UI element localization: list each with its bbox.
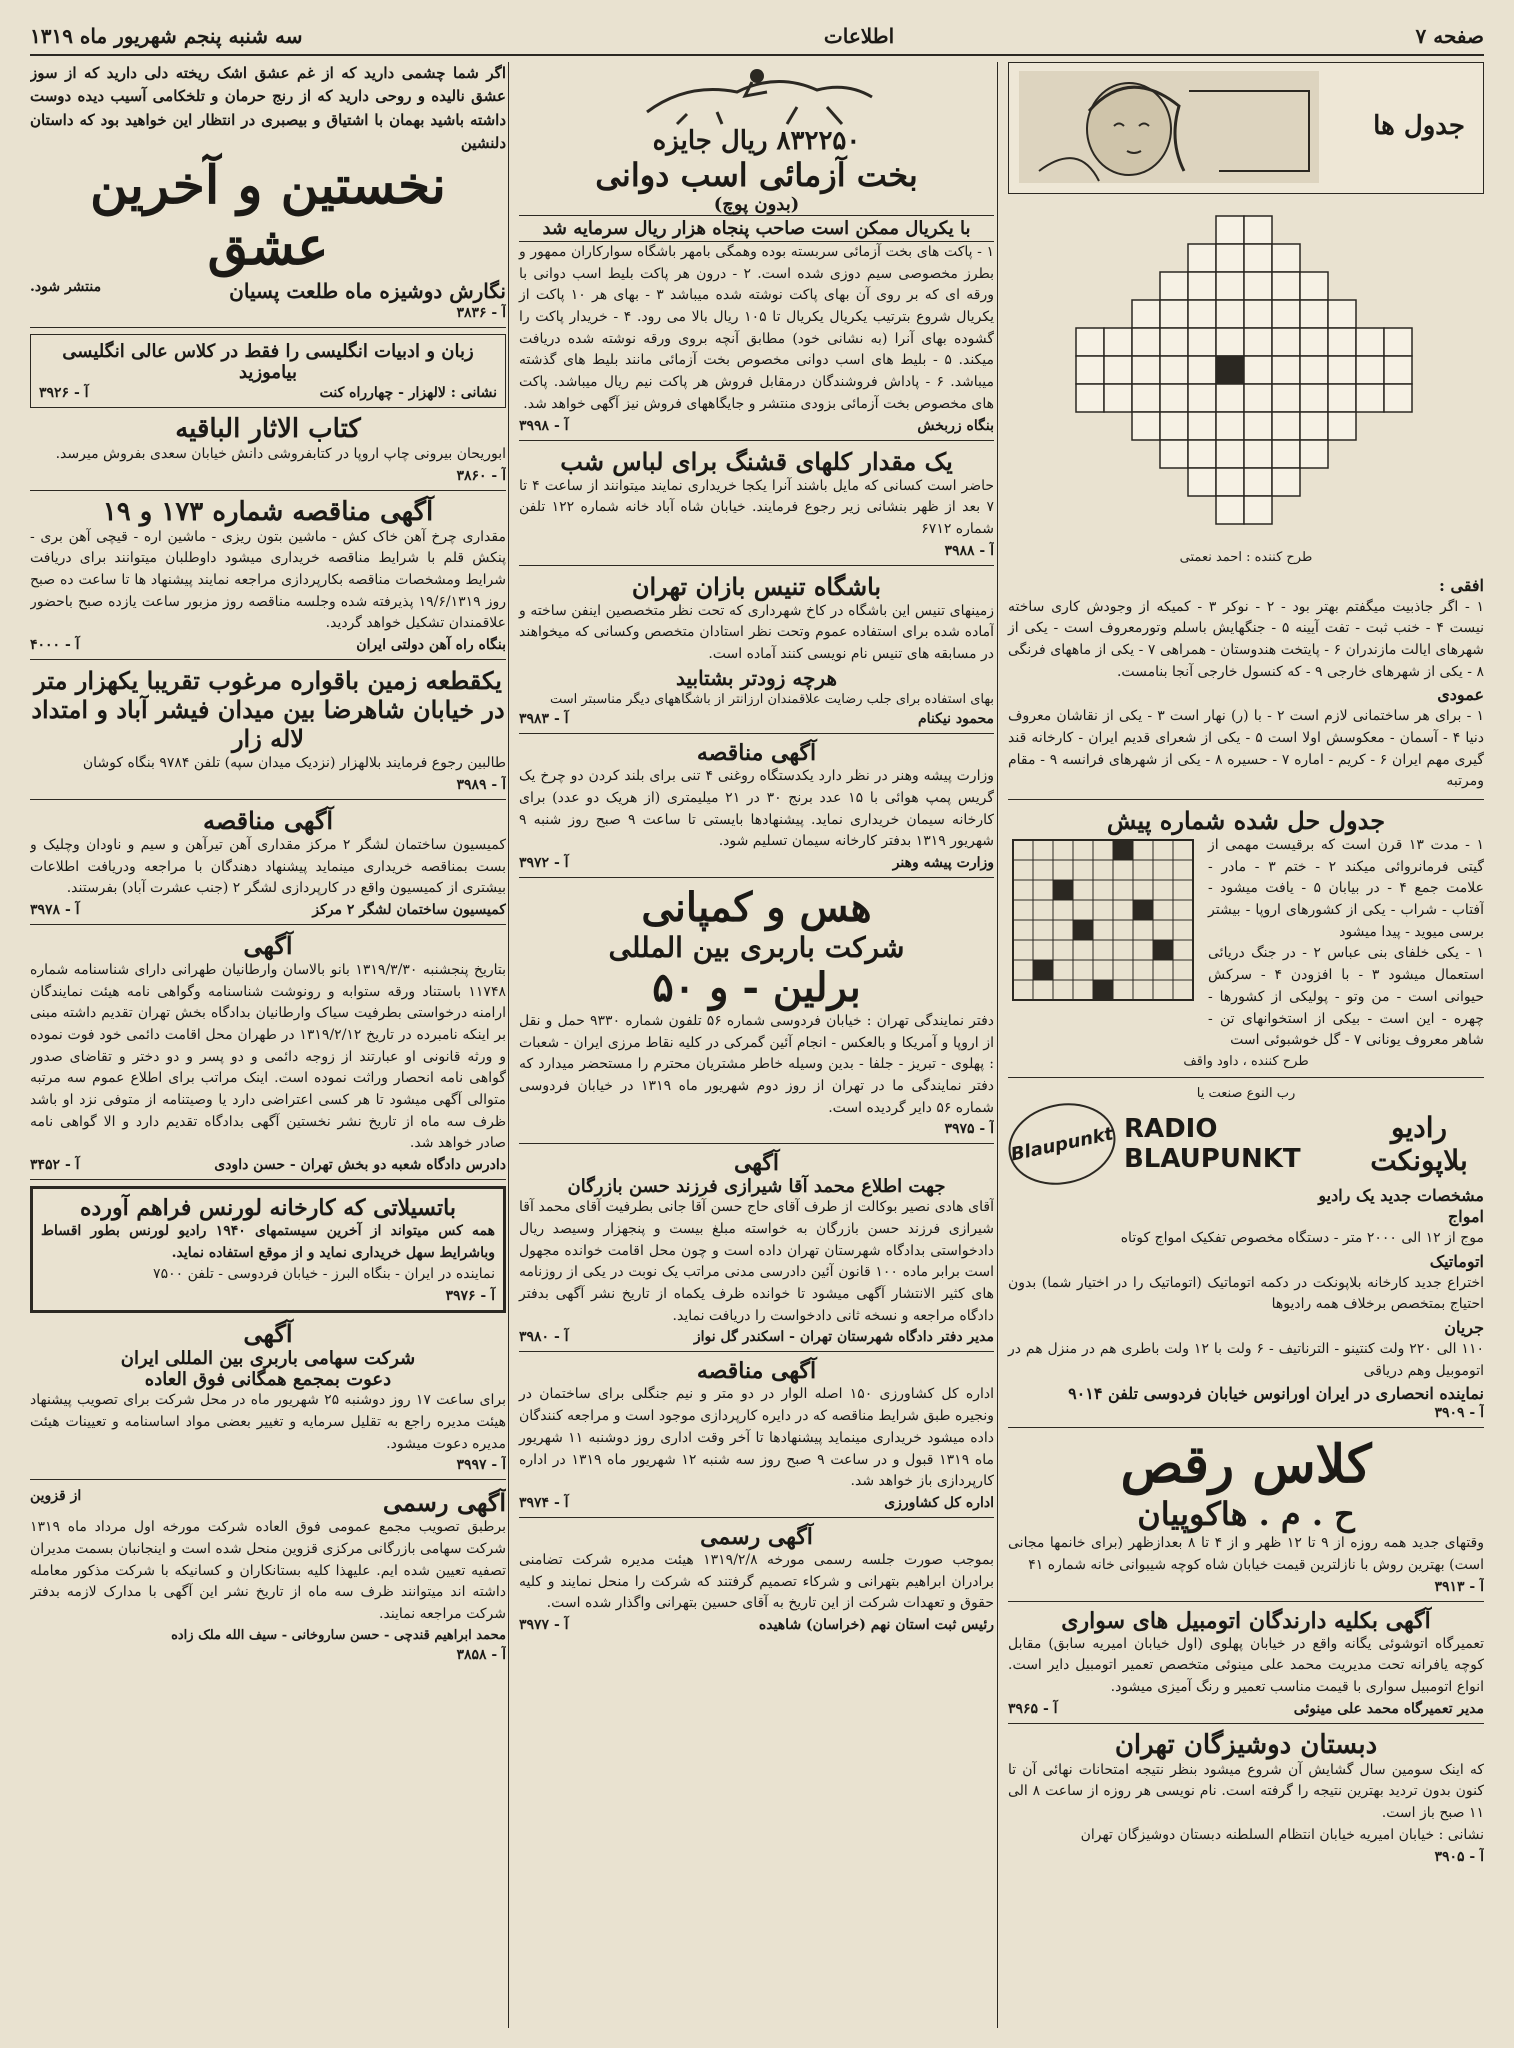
page-header bbox=[30, 18, 1484, 56]
tender3-body: کمیسیون ساختمان لشگر ۲ مرکز مقداری آهن تیرآهن و سیم و ناودان وچلیک و بست بمناقصه خریداری مینماید پیشنهاد دهندگان با مراجعه ودریافت اطلاعات بیشتری از کمیسیون واقع در کارپردازی لشگر ۲ (جنب عشرت آباد) بفرستند. bbox=[30, 836, 506, 897]
garage-sign: مدیر تعمیرگاه محمد علی مینوئی bbox=[1293, 1700, 1484, 1717]
radio-sec3: ۱۱۰ الی ۲۲۰ ولت کنتینو - الترناتیف - ۶ ولت با ۱۲ ولت باطری هم در منزل هم در اتوموبیل وهم دریاقی bbox=[1008, 1340, 1484, 1379]
radio-sec2-title: اتوماتیک bbox=[1429, 1251, 1484, 1271]
solved-title: جدول حل شده شماره پیش bbox=[1106, 806, 1386, 835]
lottery-sign: بنگاه زربخش bbox=[917, 417, 994, 434]
horse-rider-icon bbox=[627, 62, 887, 126]
hess-title: هس و کمپانی bbox=[641, 883, 872, 931]
middle-column bbox=[508, 62, 994, 2028]
official-notice bbox=[519, 1524, 994, 1633]
love-story-ad bbox=[30, 62, 506, 328]
tender2-sign: اداره کل کشاورزی bbox=[884, 1494, 994, 1511]
land-ad bbox=[30, 666, 506, 800]
tennis-cta: هرچه زودتر بشتابید bbox=[675, 665, 838, 690]
crossword-designer: طرح کننده : احمد نعمتی bbox=[1179, 550, 1313, 565]
tender2-ad bbox=[519, 1358, 994, 1517]
notice-ref: آ - ۳۹۸۰ bbox=[519, 1329, 569, 1346]
official2-body: برطبق تصویب مجمع عمومی فوق العاده شرکت مورخه اول مرداد ماه ۱۳۱۹ شرکت سهامی بازرگانی مرکزی قزوین منحل شده است و اینجانبان بسمت مدیران تصفیه تعیین شده ایم. علیهذا کلیه بستانکاران و کسانیکه با شرکت مذکور معامله داشته اند میتوانند ظرف سه ماه از تاریخ نشر این آگهی با مدارک لازمه بدفتر شرکت مراجعه نمایند. bbox=[30, 1519, 506, 1622]
solved-down: ۱ - یکی خلفای بنی عباس ۲ - در جنگ دریائی استعمال میشود ۳ - با افزودن ۴ - سرکش حیوانی است - من وتو - پولیکی از کشورها - چهره - این است - بیکی از استخوانهای تن - شاهر معروف یونانی ۷ - گل خوشبوئی است bbox=[1208, 945, 1484, 1049]
tender1-ref: آ - ۳۹۷۲ bbox=[519, 854, 569, 871]
dance-title: کلاس رقص bbox=[1120, 1434, 1372, 1496]
love-ref: آ - ۳۸۳۶ bbox=[456, 305, 506, 321]
tender1-sign: وزارت پیشه وهنر bbox=[892, 854, 994, 871]
radio-sec3-title: جریان bbox=[1444, 1317, 1484, 1337]
english-address: نشانی : لالهزار - چهارراه کنت bbox=[319, 385, 497, 401]
solved-across: ۱ - مدت ۱۳ قرن است که برقیست مهمی از گیتی فرمانروائی میکند ۲ - ختم ۳ - مادر - علامت جمع ۴ - در بیابان ۵ - یافت میشود - آفتاب - شراب - یکی از کشورهای اروپا - بیشتر برسی میوید - پیدا میشود bbox=[1208, 837, 1484, 940]
tender2-title: آگهی مناقصه bbox=[696, 1358, 817, 1385]
lottery-prize: ۸۳۲۲۵۰ ریال جایزه bbox=[652, 126, 861, 156]
garage-body: تعمیرگاه اتوشوئی یگانه واقع در خیابان پهلوی (اول خیابان امیریه سابق) مقابل کوچه یافرانه تحت مدیریت محمد علی مینوئی متخصص تعمیر اتومبیل دایر است. انواع اتومبیل سواری با قیمت مناسب تعمیر و رنگ آمیزی میشود. bbox=[1008, 1635, 1484, 1696]
railway-body: مقداری چرخ آهن خاک کش - ماشین بتون ریزی - ماشین اره - قیچی آهن بری - پنکش قلم با شرایط مناقصه خریداری میشود داوطلبان میتوانند برای دریافت شرایط ومشخصات مناقصه بکارپردازی مراجعه نمایند پیشنهاد ها تا ساعت ده صبح روز ۱۹/۶/۱۳۱۹ پذیرفته شده وجلسه مناقصه روز مزبور ساعت یازده صبح باحضور علاقمندان تشکیل خواهد گردید. bbox=[30, 528, 506, 632]
love-lead: اگر شما چشمی دارید که از غم عشق اشک ریخته دلی دارید که از سوز عشق نالیده و روحی دارید که از رنج حرمان و تلخکامی آسیب دیده دوست داشته باشید بهمان با اشتیاق و بیصبری در انتظار این خواهید بود که داستان دلنشین bbox=[30, 64, 506, 152]
tender3-ad bbox=[30, 806, 506, 925]
transport-title: آگهی bbox=[243, 1319, 293, 1349]
pajamas-title: یک مقدار کلهای قشنگ برای لباس شب bbox=[560, 446, 953, 476]
book-ref: آ - ۳۸۶۰ bbox=[456, 467, 506, 484]
tender1-title: آگهی مناقصه bbox=[696, 740, 817, 767]
dance-ad bbox=[1008, 1434, 1484, 1601]
railway-ref: آ - ۴۰۰۰ bbox=[30, 637, 80, 654]
lorenz-ref: آ - ۳۹۷۶ bbox=[445, 1288, 495, 1305]
official-ref: آ - ۳۹۷۷ bbox=[519, 1616, 569, 1633]
tennis-ref: آ - ۳۹۸۳ bbox=[519, 711, 569, 728]
garage-title: آگهی بکلیه دارندگان اتومبیل های سواری bbox=[1061, 1607, 1431, 1634]
school-address: نشانی : خیابان امیریه خیابان انتظام السلطنه دبستان دوشیزگان تهران bbox=[1080, 1826, 1484, 1843]
official-title: آگهی رسمی bbox=[700, 1523, 813, 1550]
english-title: زبان و ادبیات انگلیسی را فقط در کلاس عالی انگلیسی بیاموزید bbox=[62, 341, 474, 383]
notice-sign: مدیر دفتر دادگاه شهرستان تهران - اسکندر گل نواز bbox=[693, 1329, 994, 1346]
tender3-ref: آ - ۳۹۷۸ bbox=[30, 901, 80, 918]
down-title: عمودی bbox=[1437, 685, 1484, 705]
love-author: نگارش دوشیزه ماه طلعت پسیان bbox=[229, 279, 506, 303]
school-body: که اینک سومین سال گشایش آن شروع میشود بنظر نتیجه امتحانات نهائی آن تا کنون بدون تردید بهترین نتیجه را گرفته است. نام نویسی هر روزه از ساعت ۸ الی ۱۱ صبح باز است. bbox=[1008, 1761, 1484, 1822]
radio-brand-latin: RADIO BLAUPUNKT bbox=[1123, 1113, 1301, 1174]
court-title: آگهی bbox=[243, 930, 293, 960]
radio-agent: نماینده انحصاری در ایران اورانوس خیابان فردوسی تلفن ۹۰۱۴ bbox=[1068, 1384, 1484, 1404]
lorenz-agent: نماینده در ایران - بنگاه البرز - خیابان فردوسی - تلفن ۷۵۰۰ bbox=[153, 1266, 495, 1283]
official-body: بموجب صورت جلسه رسمی مورخه ۱۳۱۹/۲/۸ هیئت مدیره شرکت تضامنی برادران ابراهیم بتهرانی و شرکاء تصمیم گرفتند که شرکت را منحل نمایند و کلیه حقوق و تعهدات شرکت از این تاریخ به آقای حسین بتهرانی واگذار شده است. bbox=[519, 1551, 994, 1612]
railway-ad bbox=[30, 497, 506, 660]
solved-grid bbox=[1008, 835, 1198, 1005]
dance-body: وقتهای جدید همه روزه از ۹ تا ۱۲ ظهر و از ۴ تا ۸ بعدازظهر (برای خانمها مجانی است) بهترین روش با نازلترین قیمت خیابان شاه کوچه شیبوانی خانه شماره ۴۱ bbox=[1008, 1535, 1484, 1573]
lottery-banner: با یکریال ممکن است صاحب پنجاه هزار ریال سرمایه شد bbox=[519, 215, 994, 242]
tender2-ref: آ - ۳۹۷۴ bbox=[519, 1494, 569, 1511]
hess-cities: برلین - و ۵۰ bbox=[652, 963, 861, 1011]
lorenz-body: همه کس میتواند از آخرین سیستمهای ۱۹۴۰ رادیو لورنس بطور اقساط وباشرایط سهل خریداری نماید و از موقع استفاده نماید. bbox=[41, 1223, 496, 1261]
railway-title: آگهی مناقصه شماره ۱۷۳ و ۱۹ bbox=[102, 496, 434, 527]
down-clues: ۱ - برای هر ساختمانی لازم است ۲ - با (ر) نهار است ۳ - یکی از نقاشان معروف دنیا ۴ - آسمان - معکوسش اولا است ۵ - یکی از شعرای قدیم ایران - کارخانه قند گیری مهم ایران ۶ - کریم - اماره ۷ - حسیره ۸ - یکی از شهرهای فرانسه ۹ - مقام ومرتبه bbox=[1008, 708, 1484, 790]
pajamas-body: حاضر است کسانی که مایل باشند آنرا یکجا خریداری نمایند میتوانند از ساعت ۴ تا ۷ بعد از ظهر بنشانی زیر رجوع فرمایند. خیابان شاه آباد خانه شماره ۱۲۲ تلفن شماره ۶۷۱۲ bbox=[519, 477, 994, 537]
left-column bbox=[30, 62, 506, 2028]
tender3-sign: کمیسیون ساختمان لشگر ۲ مرکز bbox=[312, 901, 506, 918]
garage-ad bbox=[1008, 1608, 1484, 1724]
across-clues: ۱ - اگر جاذبیت میگفتم بهتر بود - ۲ - نوکر ۳ - کمیکه از وجودش کاری ساخته نیست ۴ - خنب ثبت - تفت آیینه ۵ - جنگهایش باسلم وتورمعروف است - یکی از شهرهای ایالت مازندران ۶ - پایتخت هندوستان - همراهی ۷ - یکی از ماههای فرنگی ۸ - یکی از شهرهای خارجی ۹ - که کنسول خارجی آنجا بنامست. bbox=[1008, 598, 1484, 680]
notice-body: آقای هادی نصیر بوکالت از طرف آقای حاج حسن آقا جانی بطرفیت آقای محمد آقا شیرازی فرزند حسن بازرگان به خواسته مبلغ بیست و پنجهزار وسیصد ریال دادخواستی بدادگاه شهرستان تهران داده است و چون محل اقامت خوانده مجهول است برابر ماده ۱۰۰ قانون آئین دادرسی مدنی مراتب یک نوبت در یکی از روزنامه های کثیر الانتشار آگهی میشود تا خوانده ظرف یکماه از تاریخ نشر آگهی بدفتر دادگاه مراجعه و نسخه ثانی دادخواست را دریافت نماید. bbox=[519, 1199, 994, 1324]
official2-title: آگهی رسمی bbox=[382, 1488, 506, 1518]
court-body: بتاریخ پنجشنبه ۱۳۱۹/۳/۳۰ بانو بالاسان وارطانیان طهرانی دارای شناسنامه شماره ۱۱۷۴۸ باستناد ورقه ستوابه و رونوشت شناسنامه وگواهی نامه هیئت نمایندگان ارامنه درخواستی بطرفیت سیاک وارطانیان بدادگاه بخش تهران تقدیم داشته مبنی بر اینکه نامبرده در تاریخ ۱۳۱۹/۲/۱۲ در طهران محل اقامت دائمی خود فوت نموده و ورثه قانونی او عبارتند از زوجه دائمی و دو پسر و دو دختر و تقاضای صدور گواهی نامه انحصار وراثت نموده است. اینک مراتب برای اطلاع عموم سه مرتبه متوالی آگهی میشود تا هر کسی اعتراضی دارد یا وصیتنامه از متوفی نزد او باشد ظرف سه ماه از تاریخ نشر نخستین آگهی بدادگاه تقدیم دارد و الا گواهی نامه صادر خواهد شد. bbox=[30, 961, 506, 1152]
across-title: افقی : bbox=[1439, 575, 1484, 595]
lorenz-title: باتسیلاتی که کارخانه لورنس فراهم آورده bbox=[80, 1195, 456, 1222]
tender1-body: وزارت پیشه وهنر در نظر دارد یکدستگاه روغنی ۴ تنی برای بلند کردن دو چرخ یک گریس پمپ هوائی با ۱۵ عدد برنج ۳۰ در ۲۱ میلیمتری (از هریک دو عدد) برای کارخانه سیمان خریداری نماید. پیشنهادها بایستی تا ساعت ۹ صبح روز شنبه ۹ شهریور ۱۳۱۹ بدفتر کارخانه سیمان تسلیم شود. bbox=[519, 768, 994, 850]
hess-ad bbox=[519, 884, 994, 1144]
english-ref: آ - ۳۹۲۶ bbox=[39, 385, 89, 401]
radio-sec1: موج از ۱۲ الی ۲۰۰۰ متر - دستگاه مخصوص تفکیک امواج کوتاه bbox=[1120, 1229, 1484, 1246]
school-title: دبستان دوشیزگان تهران bbox=[1114, 1729, 1378, 1760]
transport-body: برای ساعت ۱۷ روز دوشنبه ۲۵ شهریور ماه در محل شرکت برای تصویب پیشنهاد هیئت مدیره راجع به تقلیل سرمایه و تغییر بعضی مواد اساسنامه و تعیینات هیئت مدیره دعوت میشود. bbox=[30, 1392, 506, 1452]
radio-features: مشخصات جدید یک رادیو bbox=[1318, 1185, 1484, 1205]
radio-brand-fa: رادیو بلاپونکت bbox=[1370, 1110, 1468, 1177]
dance-ref: آ - ۳۹۱۳ bbox=[1434, 1578, 1484, 1595]
transport-ad bbox=[30, 1319, 506, 1480]
official2-ref: آ - ۳۸۵۸ bbox=[456, 1647, 506, 1664]
pajamas-ad bbox=[519, 447, 994, 566]
tennis-sign: محمود نیکنام bbox=[918, 711, 994, 728]
book-title: کتاب الاثار الباقیه bbox=[175, 414, 361, 444]
radio-ref: آ - ۳۹۰۹ bbox=[1434, 1405, 1484, 1422]
dance-teacher: ح . م . هاکوپیان bbox=[1137, 1495, 1355, 1534]
radio-ad bbox=[1008, 1084, 1484, 1428]
transport-subtitle: شرکت سهامی باربری بین المللی ایران bbox=[120, 1348, 416, 1370]
tender3-title: آگهی مناقصه bbox=[202, 805, 334, 835]
page-label: صفحه ۷ bbox=[1415, 24, 1484, 48]
book-ad bbox=[30, 414, 506, 491]
court-ref: آ - ۳۴۵۲ bbox=[30, 1157, 80, 1174]
tender2-body: اداره کل کشاورزی ۱۵۰ اصله الوار در دو متر و نیم جنگلی برای ساختمان در ونجیره طبق شرایط مناقصه که در دایره کارپردازی موجود است و مراجعه کنندگان داده میشود خریداری مینماید پیشنهادها تا آخر وقت اداری روز دوشنبه ۱۱ شهریور ماه ۱۳۱۹ قبول و در ساعت ۹ صبح روز سه شنبه ۱۲ شهریور ماه ۱۳۱۹ در اداره کارپردازی باز خواهد شد. bbox=[519, 1386, 994, 1490]
hess-ref: آ - ۳۹۷۵ bbox=[944, 1121, 994, 1138]
tennis-body: زمینهای تنیس این باشگاه در کاخ شهرداری که تحت نظر متخصصین اینفن ساخته و آماده شده برای استفاده عموم وتحت نظر استادان متخصص وکسانی که میخواهند در مسابقه های تنیس نام نویسی کنند آماده است. bbox=[519, 602, 994, 662]
lottery-body: ۱ - پاکت های بخت آزمائی سربسته بوده وهمگی بامهر باشگاه سوارکاران ممهور و بطرز مخصوصی سیم دوزی شده است. ۲ - درون هر پاکت بلیط اسب دوانی با ورقه ای که بر روی آن بهای پاکت نوشته شده میباشد ۳ - بهای هر ۱۰ پاکت از یکریال شروع بترتیب یکریال یکریال تا ۱۰۵ ریال بالا می رود. ۴ - خریدار پاکت را گشوده بهای آنرا (به نشانی خود) مطابق آنچه بروی ورقه نوشته شده دریافت میکند. ۵ - بلیط های اسب دوانی مخصوص بخت آزمائی مانند بلیط های گذشته میباشد. ۶ - پاداش فروشندگان درمقابل فروش هر پاکت نیم ریال میباشد. پاکت های مخصوص بخت آزمائی بزودی منتشر و جایگاههای فروش نیز آگهی خواهد شد. bbox=[519, 244, 994, 412]
woman-illustration-icon bbox=[1019, 71, 1319, 183]
crossword-clues bbox=[1008, 574, 1484, 801]
love-title: نخستین و آخرین عشق bbox=[89, 155, 447, 277]
land-body: طالبین رجوع فرمایند بلالهزار (نزدیک میدان سپه) تلفن ۹۷۸۴ بنگاه کوشان bbox=[82, 755, 506, 772]
english-ad bbox=[30, 334, 506, 408]
official2-side: از قزوین bbox=[30, 1488, 82, 1505]
tennis-title: باشگاه تنیس بازان تهران bbox=[631, 571, 882, 601]
court-ad bbox=[30, 931, 506, 1180]
radio-sec1-title: امواج bbox=[1447, 1206, 1484, 1226]
crossword-heading: جدول ها bbox=[1373, 111, 1465, 141]
love-status: منتشر شود. bbox=[30, 279, 102, 295]
lottery-title: بخت آزمائی اسب دوانی bbox=[595, 156, 918, 194]
railway-sign: بنگاه راه آهن دولتی ایران bbox=[356, 637, 506, 654]
court-notice bbox=[519, 1150, 994, 1352]
garage-ref: آ - ۳۹۶۵ bbox=[1008, 1700, 1058, 1717]
right-column bbox=[997, 62, 1484, 2028]
radio-intro: رب النوع صنعت یا bbox=[1196, 1086, 1296, 1102]
transport-subtitle2: دعوت بمجمع همگانی فوق العاده bbox=[144, 1369, 392, 1391]
paper-name: اطلاعات bbox=[823, 24, 895, 48]
tender1-ad bbox=[519, 740, 994, 878]
book-body: ابوریحان بیرونی چاپ اروپا در کتابفروشی دانش خیابان سعدی بفروش میرسد. bbox=[55, 446, 506, 462]
school-ad bbox=[1008, 1730, 1484, 1865]
radio-sec2: اختراع جدید کارخانه بلاپونکت در دکمه اتوماتیک (اتوماتیک را در اختیار شما) بدون احتیاج بمتخصص برخلاف همه رادیوها bbox=[1008, 1274, 1484, 1313]
pajamas-ref: آ - ۳۹۸۸ bbox=[944, 542, 994, 559]
solved-crossword bbox=[1008, 806, 1484, 1078]
issue-date: سه شنبه پنجم شهریور ماه ۱۳۱۹ bbox=[30, 24, 303, 48]
lottery-subtitle: (بدون پوچ) bbox=[713, 194, 800, 215]
notice-subtitle: جهت اطلاع محمد آقا شیرازی فرزند حسن بازرگان bbox=[567, 1176, 946, 1198]
crossword-banner bbox=[1008, 62, 1484, 194]
tennis-ad bbox=[519, 572, 994, 735]
school-ref: آ - ۳۹۰۵ bbox=[1434, 1848, 1484, 1865]
blaupunkt-logo-icon: Blaupunkt bbox=[1001, 1094, 1123, 1195]
lottery-ref: آ - ۳۹۹۸ bbox=[519, 417, 569, 434]
transport-ref: آ - ۳۹۹۷ bbox=[456, 1457, 506, 1474]
crossword-grid-drawing bbox=[1056, 206, 1436, 536]
official2-sign: محمد ابراهیم قندچی - حسن ساروخانی - سیف الله ملک زاده bbox=[171, 1627, 506, 1643]
land-title: یکقطعه زمین باقواره مرغوب تقریبا یکهزار متر در خیابان شاهرضا بین میدان فیشر آباد و امتداد لاله زار bbox=[31, 666, 505, 754]
court-sign: دادرس دادگاه شعبه دو بخش تهران - حسن داودی bbox=[214, 1157, 506, 1174]
crossword-grid bbox=[1008, 200, 1484, 542]
hess-subtitle: شرکت باربری بین المللی bbox=[608, 930, 905, 964]
land-ref: آ - ۳۹۸۹ bbox=[456, 776, 506, 793]
solved-designer: طرح کننده ، داود واقف bbox=[1183, 1053, 1309, 1069]
hess-body: دفتر نمایندگی تهران : خیابان فردوسی شماره ۵۶ تلفون شماره ۹۳۳۰ حمل و نقل از اروپا و آمریکا و بالعکس - انجام آئین گمرکی در کلیه نقاط مرزی ایران - شعبات : پهلوی - تبریز - جلفا - بدین وسیله خاطر مشتریان محترم را مستحضر میدارد که دفتر نمایندگی ما در تهران از روز دوم شهریور ماه ۱۳۱۹ در خیابان فردوسی شماره ۵۶ دایر گردیده است. bbox=[519, 1012, 994, 1116]
official-sign: رئیس ثبت استان نهم (خراسان) شاهیده bbox=[758, 1616, 994, 1633]
lottery-ad bbox=[519, 62, 994, 441]
lorenz-ad bbox=[30, 1186, 506, 1313]
tennis-note: بهای استفاده برای جلب رضایت علاقمندان ارزانتر از باشگاههای دیگر مناسبتر است bbox=[549, 691, 994, 707]
official2-ad bbox=[30, 1486, 506, 1663]
notice-title: آگهی bbox=[733, 1150, 780, 1177]
